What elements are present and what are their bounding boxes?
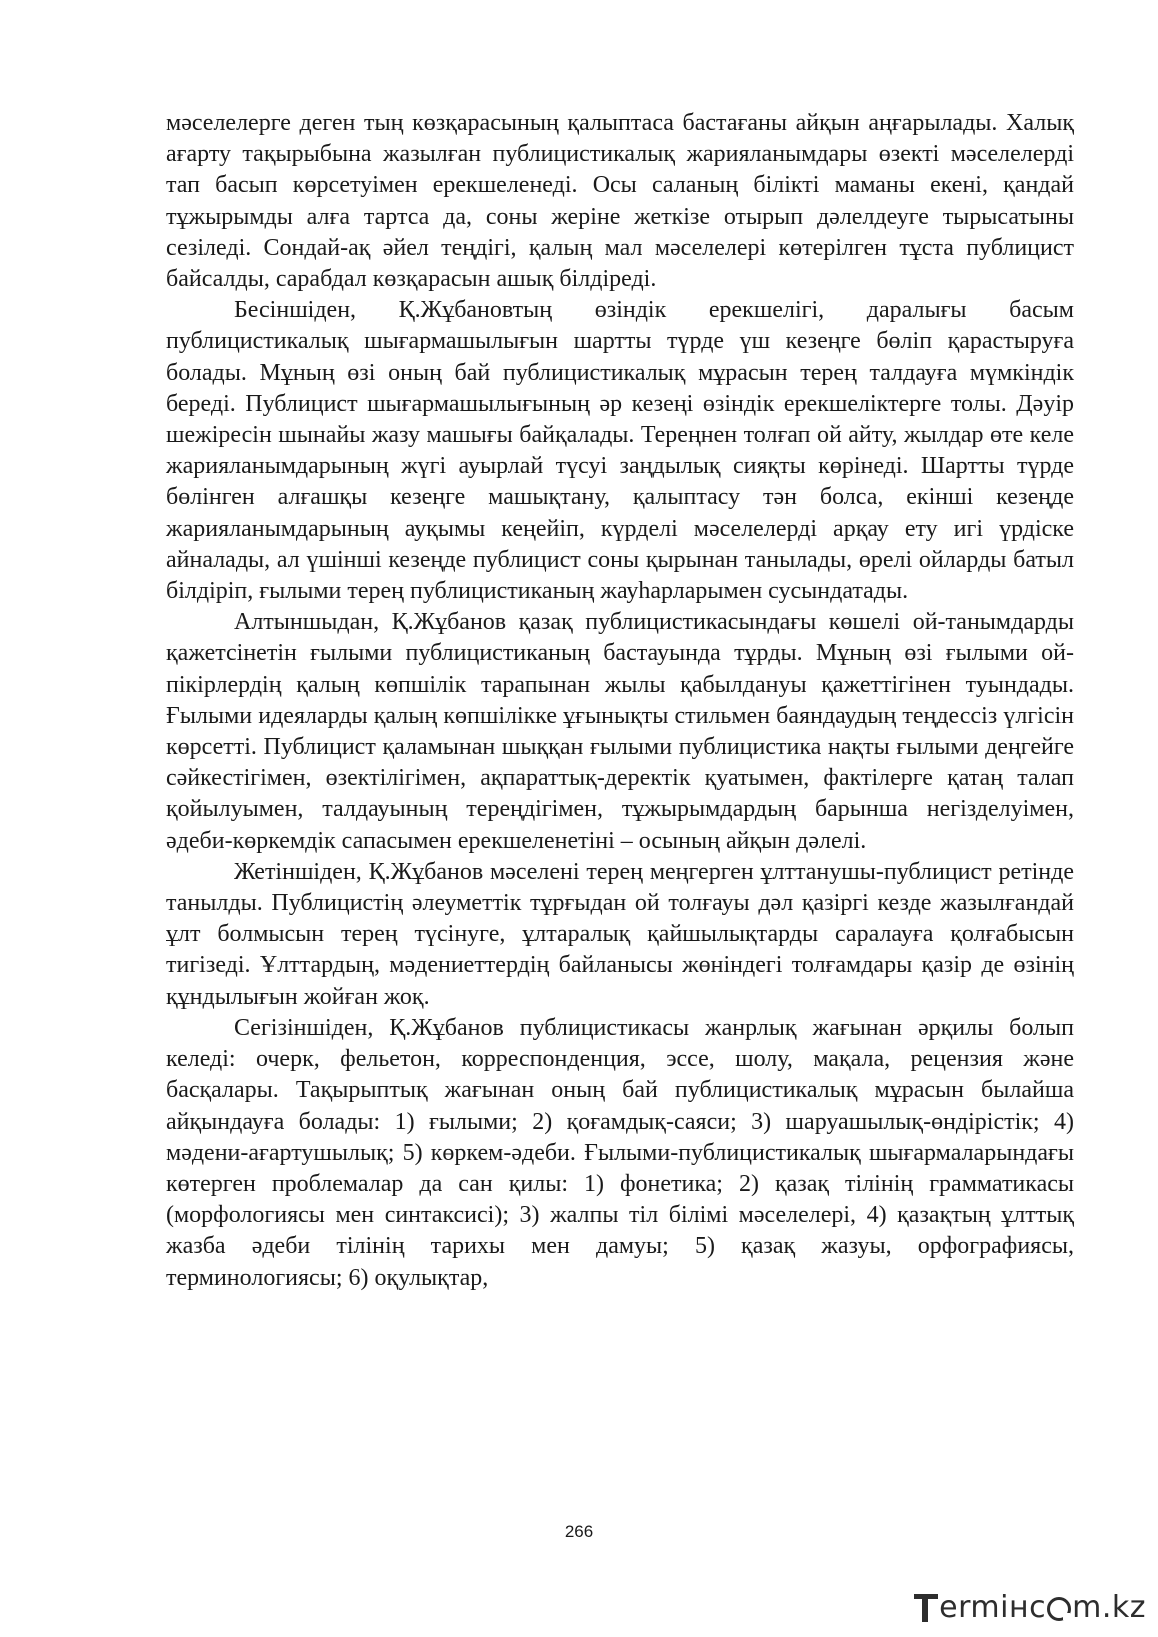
logo-t-letter-icon <box>914 1590 938 1624</box>
termincom-logo <box>914 1585 1146 1629</box>
paragraph-2: Бесіншіден, Қ.Жұбановтың өзіндік ерекшелігі, даралығы басым публицистикалық шығармашылығын шартты түрде үш кезеңге бөліп қарастыруға болады. Мұның өзі оның бай публицистикалық мұрасын терең талдауға мүмкіндік береді. Публицист шығармашылығының әр кезеңі өзіндік ерекшеліктерге толы. Дәуір шежіресін шынайы жазу машығы байқалады. Тереңнен толғап ой айту, жылдар өте келе жарияланымдарының жүгі ауырлай түсуі заңдылық сияқты көрінеді. Шартты түрде бөлінген алғашқы кезеңге машықтану, қалыптасу тән болса, екінші кезеңде жарияланымдарының ауқымы кеңейіп, күрделі мәселелерді арқау ету игі үрдіске айналады, ал үшінші кезеңде публицист соны қырынан танылады, өрелі ойларды батыл білдіріп, ғылыми терең публицистиканың жауһарларымен сусындатады. <box>166 297 1074 605</box>
page-number: 266 <box>564 1522 594 1541</box>
paragraph-5: Сегізіншіден, Қ.Жұбанов публицистикасы жанрлық жағынан әрқилы болып келеді: очерк, фельетон, корреспонденция, эссе, шолу, мақала, рецензия және басқалары. Тақырыптық жағынан оның бай публицистикалық мұрасын былайша айқындауға болады: 1) ғылыми; 2) қоғамдық-саяси; 3) шаруашылық-өндірістік; 4) мәдени-ағартушылық; 5) көркем-әдеби. Ғылыми-публицистикалық шығармаларындағы көтерген проблемалар да сан қилы: 1) фонетика; 2) қазақ тілінің грамматикасы (морфологиясы мен синтаксисі); 3) жалпы тіл білімі мәселелері, 4) қазақтың ұлттық жазба әдеби тілінің тарихы мен дамуы; 5) қазақ жазуы, орфографиясы, терминологиясы; 6) оқулықтар, <box>166 1014 1074 1291</box>
logo-o-letter-icon <box>1047 1597 1071 1621</box>
paragraph-4: Жетіншіден, Қ.Жұбанов мәселені терең меңгерген ұлттанушы-публицист ретінде танылды. Публицистің әлеуметтік тұрғыдан ой толғауы дәл қазіргі кезде жазылғандай ұлт болмысын терең түсінуге, ұлтаралық қайшылықтарды саралауға қолғабысын тигізеді. Ұлттардың, мәдениеттердің байланысы жөніндегі толғамдары қазір де өзінің құндылығын жойған жоқ. <box>166 858 1074 1010</box>
body-text <box>166 108 1074 1294</box>
paragraph-1: мәселелерге деген тың көзқарасының қалыптаса бастағаны айқын аңғарылады. Халық ағарту тақырыбына жазылған публицистикалық жарияланымдары өзекті мәселелерді тап басып көрсетуімен ерекшеленеді. Осы саланың білікті маманы екені, қандай тұжырымды алға тартса да, соны жеріне жеткізе отырып дәлелдеуге тырысатыны сезіледі. Сондай-ақ әйел теңдігі, қалың мал мәселелері көтерілген тұста публицист байсалды, сарабдал көзқарасын ашық білдіреді. <box>166 110 1074 293</box>
logo-text-part-1: ermінc <box>939 1589 1047 1625</box>
logo-text-part-2: m.kz <box>1072 1589 1146 1625</box>
paragraph-3: Алтыншыдан, Қ.Жұбанов қазақ публицистикасындағы көшелі ой-танымдарды қажетсінетін ғылыми публицистиканың бастауында тұрды. Мұның өзі ғылыми ой-пікірлердің қалың көпшілік тарапынан жылы қабылдануы қажеттігінен туындады. Ғылыми идеяларды қалың көпшілікке ұғынықты стильмен баяндаудың теңдессіз үлгісін көрсетті. Публицист қаламынан шыққан ғылыми публицистика нақты ғылыми деңгейге сәйкестігімен, өзектілігімен, ақпараттық-деректік қуатымен, фактілерге қатаң талап қойылуымен, талдауының тереңдігімен, тұжырымдардың барынша негізделуімен, әдеби-көркемдік сапасымен ерекшеленетіні – осының айқын дәлелі. <box>166 609 1074 854</box>
